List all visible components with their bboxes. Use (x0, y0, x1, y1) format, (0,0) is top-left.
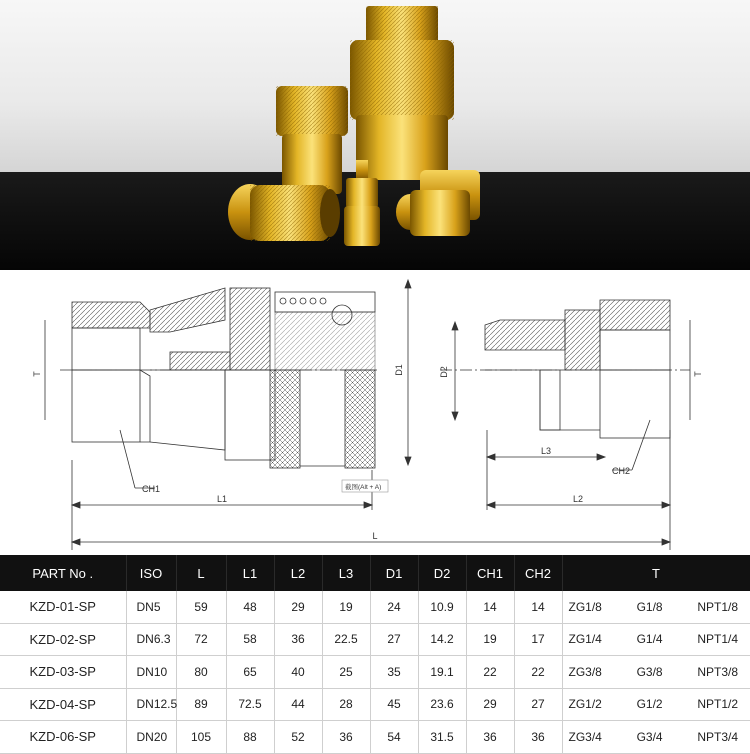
table-row (0, 721, 750, 754)
cell-t-g: G1/4 (636, 632, 663, 647)
dim-d1-label: D1 (394, 364, 404, 376)
dim-t-right-label: T (693, 371, 703, 377)
header-iso: ISO (126, 555, 176, 591)
product-photo (0, 0, 750, 270)
cell-d2: 23.6 (418, 688, 466, 721)
cell-ch2: 14 (514, 591, 562, 623)
cell-iso: DN10 (126, 656, 176, 689)
cell-t (562, 688, 750, 721)
cell-l: 105 (176, 721, 226, 754)
cell-ch2: 36 (514, 721, 562, 754)
cell-t-npt: NPT3/8 (697, 664, 738, 679)
cell-ch1: 36 (466, 721, 514, 754)
coupling-section-drawing (0, 270, 750, 550)
header-l: L (176, 555, 226, 591)
cell-l2: 36 (274, 623, 322, 656)
cell-iso: DN12.5 (126, 688, 176, 721)
cell-l1: 88 (226, 721, 274, 754)
cell-t-npt: NPT1/2 (697, 697, 738, 712)
cell-l: 89 (176, 688, 226, 721)
header-d1: D1 (370, 555, 418, 591)
header-ch1: CH1 (466, 555, 514, 591)
cell-d1: 24 (370, 591, 418, 623)
cell-ch1: 14 (466, 591, 514, 623)
cell-l: 59 (176, 591, 226, 623)
table-row (0, 591, 750, 623)
cell-d1: 35 (370, 656, 418, 689)
cell-part-no: KZD-06-SP (0, 721, 126, 754)
cell-d2: 19.1 (418, 656, 466, 689)
cell-l1: 72.5 (226, 688, 274, 721)
cell-ch1: 22 (466, 656, 514, 689)
header-d2: D2 (418, 555, 466, 591)
header-ch2: CH2 (514, 555, 562, 591)
cell-t-g: G3/8 (636, 664, 663, 679)
cell-t-zg: ZG1/2 (568, 697, 602, 712)
cell-ch2: 27 (514, 688, 562, 721)
dim-l3-label: L3 (540, 446, 552, 456)
cell-t-npt: NPT1/8 (697, 599, 738, 614)
table-row (0, 623, 750, 656)
cell-d2: 31.5 (418, 721, 466, 754)
cell-l3: 28 (322, 688, 370, 721)
spec-table (0, 555, 750, 754)
tooltip-label: 截图(Alt + A) (345, 484, 382, 491)
cell-l: 72 (176, 623, 226, 656)
cell-t-zg: ZG3/4 (568, 729, 602, 744)
cell-l1: 58 (226, 623, 274, 656)
cell-ch2: 22 (514, 656, 562, 689)
table-row (0, 688, 750, 721)
cell-part-no: KZD-01-SP (0, 591, 126, 623)
header-l1: L1 (226, 555, 274, 591)
cell-t-zg: ZG1/8 (568, 599, 602, 614)
cell-l2: 29 (274, 591, 322, 623)
dim-l1-label: L1 (216, 494, 228, 504)
table-row (0, 656, 750, 689)
cell-d1: 45 (370, 688, 418, 721)
cell-t-npt: NPT3/4 (697, 729, 738, 744)
cell-l: 80 (176, 656, 226, 689)
cell-ch2: 17 (514, 623, 562, 656)
technical-drawing (0, 270, 750, 550)
cell-ch1: 29 (466, 688, 514, 721)
cell-t (562, 656, 750, 689)
cell-part-no: KZD-02-SP (0, 623, 126, 656)
header-l2: L2 (274, 555, 322, 591)
dim-l2-label: L2 (572, 494, 584, 504)
cell-l2: 40 (274, 656, 322, 689)
cell-iso: DN5 (126, 591, 176, 623)
cell-l2: 52 (274, 721, 322, 754)
cell-t-g: G3/4 (636, 729, 663, 744)
cell-l3: 19 (322, 591, 370, 623)
cell-d2: 14.2 (418, 623, 466, 656)
cell-iso: DN6.3 (126, 623, 176, 656)
cell-t-g: G1/2 (636, 697, 663, 712)
cell-part-no: KZD-03-SP (0, 656, 126, 689)
cell-l1: 65 (226, 656, 274, 689)
cell-d1: 54 (370, 721, 418, 754)
header-l3: L3 (322, 555, 370, 591)
dim-t-left-label: T (32, 371, 42, 377)
cell-ch1: 19 (466, 623, 514, 656)
cell-l3: 36 (322, 721, 370, 754)
dim-d2-label: D2 (439, 366, 449, 378)
cell-t (562, 623, 750, 656)
header-part-no: PART No . (0, 555, 126, 591)
header-t: T (562, 555, 750, 591)
cell-l1: 48 (226, 591, 274, 623)
dim-ch1-label: CH1 (142, 484, 161, 494)
cell-t-npt: NPT1/4 (697, 632, 738, 647)
coupling-photo-illustration (0, 0, 750, 270)
table-header-row (0, 555, 750, 591)
cell-t (562, 591, 750, 623)
cell-l3: 25 (322, 656, 370, 689)
cell-t-zg: ZG1/4 (568, 632, 602, 647)
cell-iso: DN20 (126, 721, 176, 754)
cell-l2: 44 (274, 688, 322, 721)
cell-t-g: G1/8 (636, 599, 663, 614)
cell-t (562, 721, 750, 754)
cell-l3: 22.5 (322, 623, 370, 656)
dim-l-label: L (372, 531, 378, 541)
cell-t-zg: ZG3/8 (568, 664, 602, 679)
cell-d2: 10.9 (418, 591, 466, 623)
dim-ch2-label: CH2 (612, 466, 631, 476)
cell-part-no: KZD-04-SP (0, 688, 126, 721)
cell-d1: 27 (370, 623, 418, 656)
